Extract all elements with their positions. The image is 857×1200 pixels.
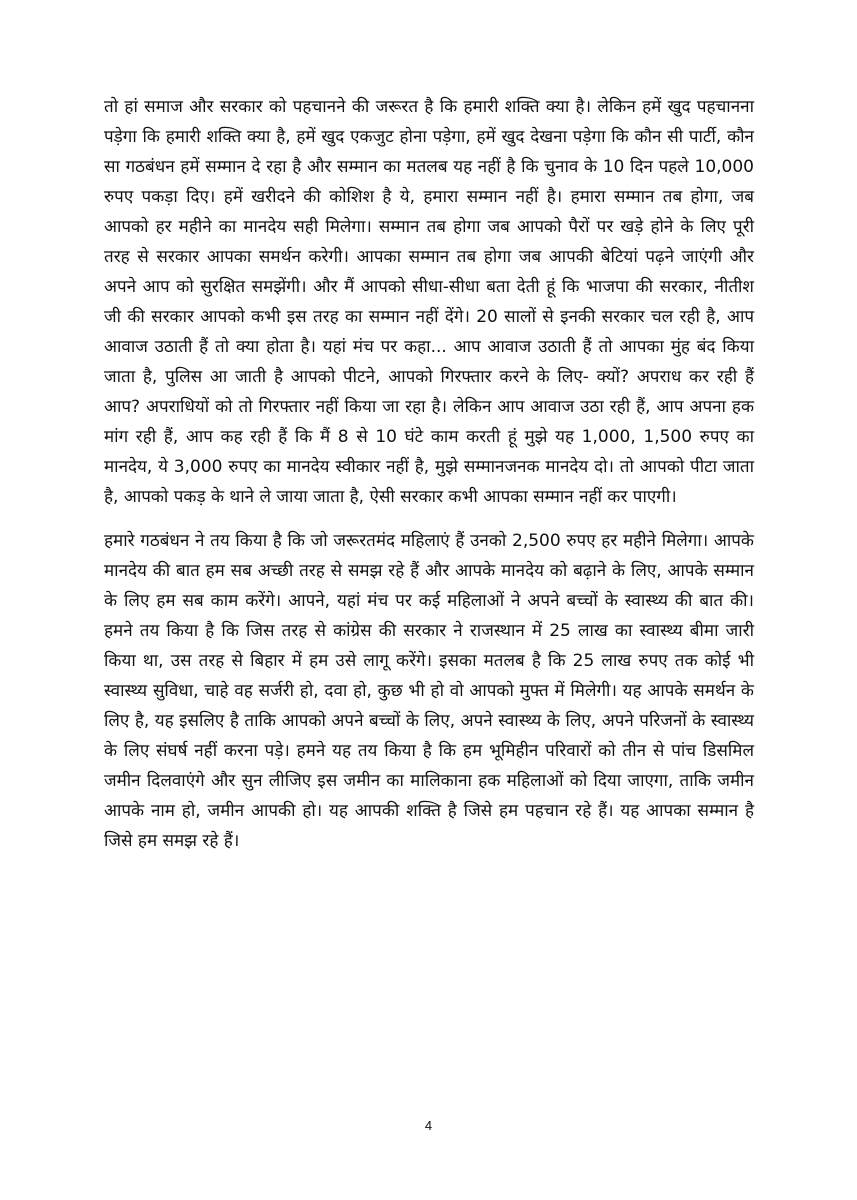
paragraph-2: हमारे गठबंधन ने तय किया है कि जो जरूरतमंद महिलाएं हैं उनको 2,500 रुपए हर महीने मिलेगा। आपके मानदेय की बात हम सब अच्छी तरह से समझ रहे हैं और आपके मानदेय को बढ़ाने के लिए, आपके सम्मान के लिए हम सब काम करेंगे। आपने, यहां मंच पर कई महिलाओं ने अपने बच्चों के स्वास्थ्य की बात की। हमने तय किया है कि जिस तरह से कांग्रेस की सरकार ने राजस्थान में 25 लाख का स्वास्थ्य बीमा जारी किया था, उस तरह से बिहार में हम उसे लागू करेंगे। इसका मतलब है कि 25 लाख रुपए तक कोई भी स्वास्थ्य सुविधा, चाहे वह सर्जरी हो, दवा हो, कुछ भी हो वो आपको मुफ्त में मिलेगी। यह आपके समर्थन के लिए है, यह इसलिए है ताकि आपको अपने बच्चों के लिए, अपने स्वास्थ्य के लिए, अपने परिजनों के स्वास्थ्य के लिए संघर्ष नहीं करना पड़े। हमने यह तय किया है कि हम भूमिहीन परिवारों को तीन से पांच डिसमिल जमीन दिलवाएंगे और सुन लीजिए इस जमीन का मालिकाना हक महिलाओं को दिया जाएगा, ताकि जमीन आपके नाम हो, जमीन आपकी हो। यह आपकी शक्ति है जिसे हम पहचान रहे हैं। यह आपका सम्मान है जिसे हम समझ रहे हैं।	[104, 531, 754, 851]
document-body	[104, 92, 754, 870]
paragraph-1: तो हां समाज और सरकार को पहचानने की जरूरत है कि हमारी शक्ति क्या है। लेकिन हमें खुद पहचानना पड़ेगा कि हमारी शक्ति क्या है, हमें खुद एकजुट होना पड़ेगा, हमें खुद देखना पड़ेगा कि कौन सी पार्टी, कौन सा गठबंधन हमें सम्मान दे रहा है और सम्मान का मतलब यह नहीं है कि चुनाव के 10 दिन पहले 10,000 रुपए पकड़ा दिए। हमें खरीदने की कोशिश है ये, हमारा सम्मान नहीं है। हमारा सम्मान तब होगा, जब आपको हर महीने का मानदेय सही मिलेगा। सम्मान तब होगा जब आपको पैरों पर खड़े होने के लिए पूरी तरह से सरकार आपका समर्थन करेगी। आपका सम्मान तब होगा जब आपकी बेटियां पढ़ने जाएंगी और अपने आप को सुरक्षित समझेंगी। और मैं आपको सीधा-सीधा बता देती हूं कि भाजपा की सरकार, नीतीश जी की सरकार आपको कभी इस तरह का सम्मान नहीं देंगे। 20 सालों से इनकी सरकार चल रही है, आप आवाज उठाती हैं तो क्या होता है। यहां मंच पर कहा... आप आवाज उठाती हैं तो आपका मुंह बंद किया जाता है, पुलिस आ जाती है आपको पीटने, आपको गिरफ्तार करने के लिए- क्यों? अपराध कर रही हैं आप? अपराधियों को तो गिरफ्तार नहीं किया जा रहा है। लेकिन आप आवाज उठा रही हैं, आप अपना हक मांग रही हैं, आप कह रही हैं कि मैं 8 से 10 घंटे काम करती हूं मुझे यह 1,000, 1,500 रुपए का मानदेय, ये 3,000 रुपए का मानदेय स्वीकार नहीं है, मुझे सम्मानजनक मानदेय दो। तो आपको पीटा जाता है, आपको पकड़ के थाने ले जाया जाता है, ऐसी सरकार कभी आपका सम्मान नहीं कर पाएगी।	[104, 97, 754, 507]
page-number: 4	[424, 1118, 433, 1133]
